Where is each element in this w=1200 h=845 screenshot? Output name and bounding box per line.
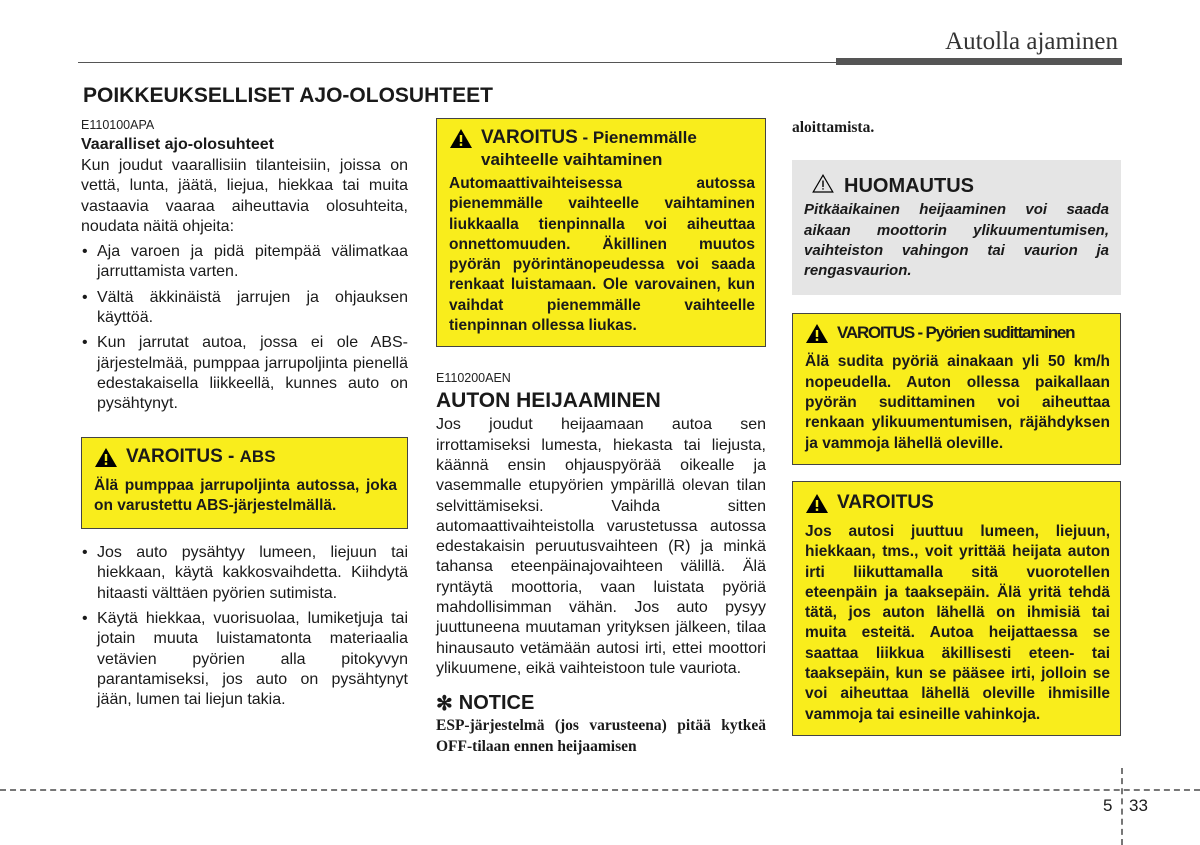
- rocking-paragraph: Jos joudut heijaamaan autoa sen irrottamiseksi lumesta, hiekasta tai liejusta, käännä ensin ohjauspyörää oikealle ja vasemmalle etupyörien ympärillä olevan tilan selvittämiseksi. Vaihda sitten automaattivaihteistolla varustetussa autossa edestakaisin peruutusvaihteen (R) ja minkä tahansa eteenpäinajovaihteen välillä. Älä ryntäytä moottoria, vaan luistata pyöriä mahdollisimman vähän. Jos auto pysyy juuttuneena muutaman yrityksen jälkeen, tilaa hinausauto vetämään autosi irti, ettei moottori ylikuumene, eikä vaihteistoon tule vauriota.: [436, 416, 766, 677]
- warning-text: Älä sudita pyöriä ainakaan yli 50 km/h nopeudella. Auton ollessa paikallaan pyörän sudittaminen voi aiheuttaa renkaan ylikuumentumisen, räjähdyksen ja vammoja lähellä oleville.: [805, 353, 1110, 452]
- section-code: E110200AEN: [436, 371, 511, 386]
- warning-box-downshift: [436, 118, 766, 347]
- notice-heading: ✻ NOTICE: [436, 692, 535, 716]
- bullet-list: [81, 242, 408, 414]
- warning-title: VAROITUS - Pienemmälle vaihteelle vaihtaminen: [481, 127, 697, 169]
- warning-text: Jos autosi juuttuu lumeen, liejuun, hiekkaan, tms., voit yrittää heijata auton irti liikuttamalla sitä vuorotellen eteenpäin ja taaksepäin. Älä yritä tehdä tätä, jos auton lähellä on ihmisiä tai muita esteitä. Autoa heijattaessa se saattaa liikkua äkillisesti eteen- tai taaksepäin, kun se pääsee irti, jolloin se voi aiheuttaa lähellä oleville ihmisille vammoja tai esineille vahinkoja.: [805, 522, 1110, 723]
- page-title: POIKKEUKSELLISET AJO-OLOSUHTEET: [83, 84, 493, 107]
- bullet-list: [81, 543, 408, 710]
- warning-title: VAROITUS - ABS: [126, 445, 276, 467]
- column-right: [792, 118, 1121, 736]
- warning-title: VAROITUS: [837, 491, 934, 513]
- caution-triangle-icon: [812, 174, 834, 198]
- list-item: • Käytä hiekkaa, vuorisuolaa, lumiketjuja tai jotain muuta luistamatonta materiaalia vetävien pyörien alla pitokyvyn parantamiseksi, jos auto on pysähtynyt jään, lumen tai liejun takia.: [81, 609, 408, 710]
- warning-box-wheelspin: [792, 313, 1121, 464]
- warning-text: Automaattivaihteisessa autossa pienemmälle vaihteelle vaihtaminen liukkaalla tienpinnalla voi aiheuttaa onnettomuuden. Äkillinen muutos pyörän pyörintänopeudessa voi saada renkaat luistamaan. Ole varovainen, kun vaihdat pienemmälle vaihteelle tienpinnan ollessa liukas.: [449, 175, 755, 335]
- warning-triangle-icon: [449, 128, 473, 154]
- list-item: • Aja varoen ja pidä pitempää välimatkaa jarruttamista varten.: [81, 242, 408, 283]
- section-code: E110100APA: [81, 118, 155, 132]
- intro-paragraph: Kun joudut vaarallisiin tilanteisiin, joissa on vettä, lunta, jäätä, liejua, hiekkaa tai muita vastaavia vaaraa aiheuttavia olosuhteita, noudata näitä ohjeita:: [81, 157, 408, 235]
- caution-box: [792, 160, 1121, 295]
- warning-box-abs: [81, 437, 408, 530]
- footer-rule: [0, 789, 1200, 791]
- warning-triangle-icon: [805, 493, 829, 519]
- notice-text: ESP-järjestelmä (jos varusteena) pitää kytkeä OFF-tilaan ennen heijaamisen: [436, 717, 766, 755]
- column-left: [81, 118, 408, 711]
- warning-title: VAROITUS - Pyörien sudittaminen: [837, 323, 1075, 343]
- running-header: Autolla ajaminen: [945, 28, 1118, 55]
- asterisk-icon: ✻: [436, 693, 453, 716]
- caution-title: HUOMAUTUS: [844, 174, 974, 197]
- header-rule: [78, 62, 838, 63]
- warning-triangle-icon: [805, 323, 829, 349]
- section-subheading: Vaaralliset ajo-olosuhteet: [81, 136, 274, 153]
- list-item: • Kun jarrutat autoa, jossa ei ole ABS-järjestelmää, pumppaa jarrupoljinta pienellä edestakaisella liikkeellä, kunnes auto on pysähtynyt.: [81, 333, 408, 414]
- warning-box-rocking: [792, 481, 1121, 736]
- section-heading: AUTON HEIJAAMINEN: [436, 389, 661, 413]
- notice-continuation: aloittamista.: [792, 119, 875, 136]
- header-rule-bar: [836, 58, 1122, 65]
- chapter-number: 5: [1103, 796, 1113, 815]
- page-number: 33: [1129, 796, 1148, 815]
- caution-text: Pitkäaikainen heijaaminen voi saada aikaan moottorin ylikuumentumisen, vaihteiston vahingon tai vaurion ja rengasvaurion.: [804, 201, 1109, 280]
- warning-text: Älä pumppaa jarrupoljinta autossa, joka on varustettu ABS-järjestelmällä.: [94, 476, 397, 514]
- column-middle: [436, 118, 766, 757]
- warning-triangle-icon: [94, 447, 118, 473]
- list-item: • Jos auto pysähtyy lumeen, liejuun tai hiekkaan, käytä kakkosvaihdetta. Kiihdytä hitaasti välttäen pyörien sutimista.: [81, 543, 408, 604]
- footer-divider: [1121, 768, 1123, 845]
- list-item: • Vältä äkkinäistä jarrujen ja ohjauksen käyttöä.: [81, 288, 408, 329]
